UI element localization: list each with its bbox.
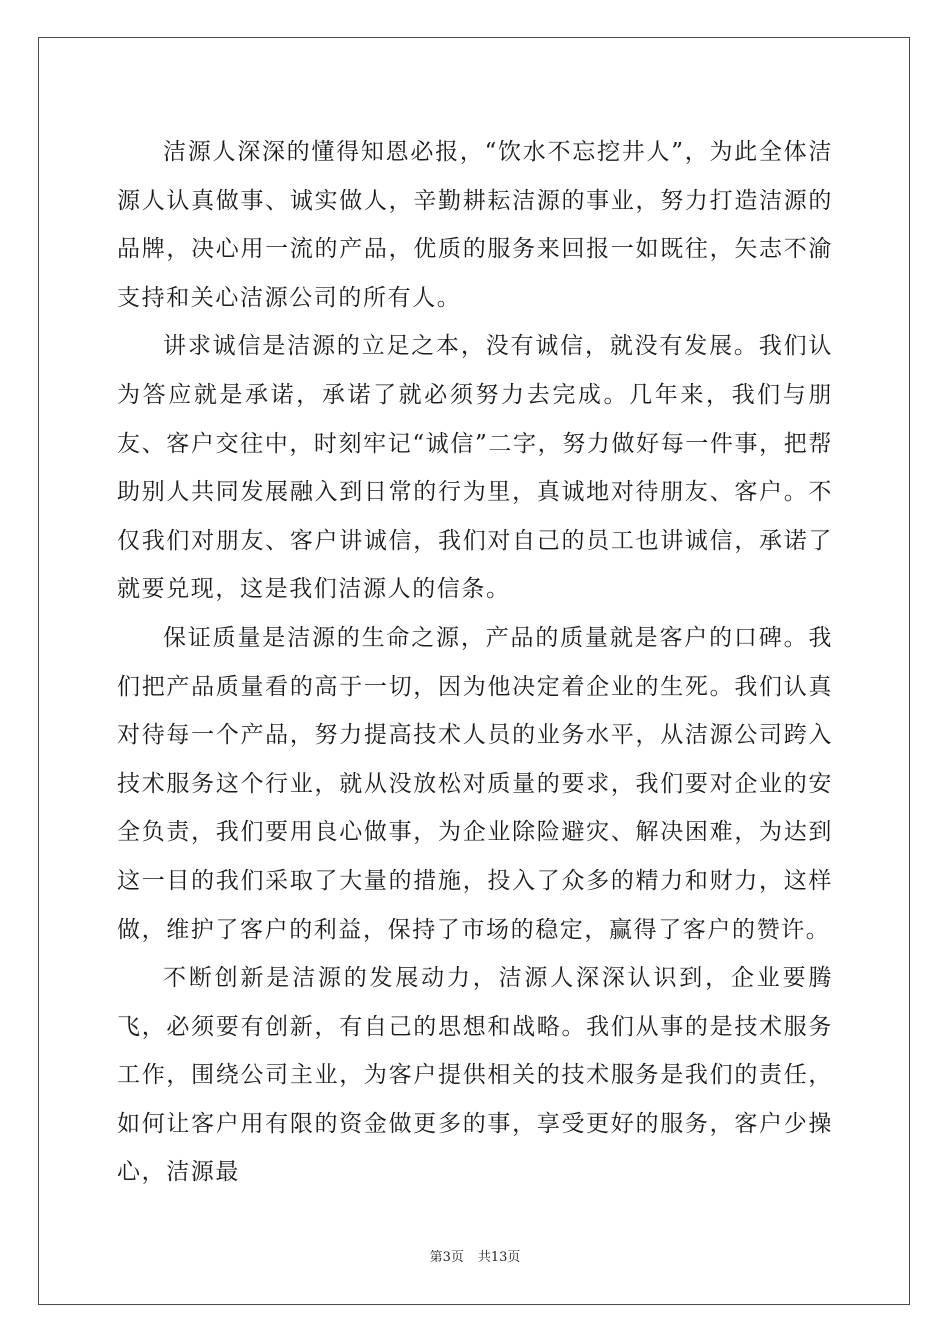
- paragraph-4: 不断创新是洁源的发展动力，洁源人深深认识到，企业要腾飞，必须要有创新，有自己的思想和战略。我们从事的是技术服务工作，围绕公司主业，为客户提供相关的技术服务是我们的责任，如何让客户用有限的资金做更多的事，享受更好的服务，客户少操心，洁源最: [117, 965, 833, 1186]
- paragraph-3: 保证质量是洁源的生命之源，产品的质量就是客户的口碑。我们把产品质量看的高于一切，因为他决定着企业的生死。我们认真对待每一个产品，努力提高技术人员的业务水平，从洁源公司跨入技术服务这个行业，就从没放松对质量的要求，我们要对企业的安全负责，我们要用良心做事，为企业除险避灾、解决困难，为达到这一目的我们采取了大量的措施，投入了众多的精力和财力，这样做，维护了客户的利益，保持了市场的稳定，赢得了客户的赞许。: [117, 624, 833, 943]
- page-total: 共13页: [477, 1250, 521, 1265]
- document-body: [117, 128, 833, 1197]
- page-number: 第3页: [429, 1250, 464, 1265]
- paragraph-2: 讲求诚信是洁源的立足之本，没有诚信，就没有发展。我们认为答应就是承诺，承诺了就必须努力去完成。几年来，我们与朋友、客户交往中，时刻牢记“诚信”二字，努力做好每一件事，把帮助别人共同发展融入到日常的行为里，真诚地对待朋友、客户。不仅我们对朋友、客户讲诚信，我们对自己的员工也讲诚信，承诺了就要兑现，这是我们洁源人的信条。: [117, 333, 833, 603]
- paragraph-1: 洁源人深深的懂得知恩必报，“饮水不忘挖井人”，为此全体洁源人认真做事、诚实做人，辛勤耕耘洁源的事业，努力打造洁源的品牌，决心用一流的产品，优质的服务来回报一如既往，矢志不渝支持和关心洁源公司的所有人。: [117, 139, 833, 311]
- page-footer: [0, 1246, 950, 1265]
